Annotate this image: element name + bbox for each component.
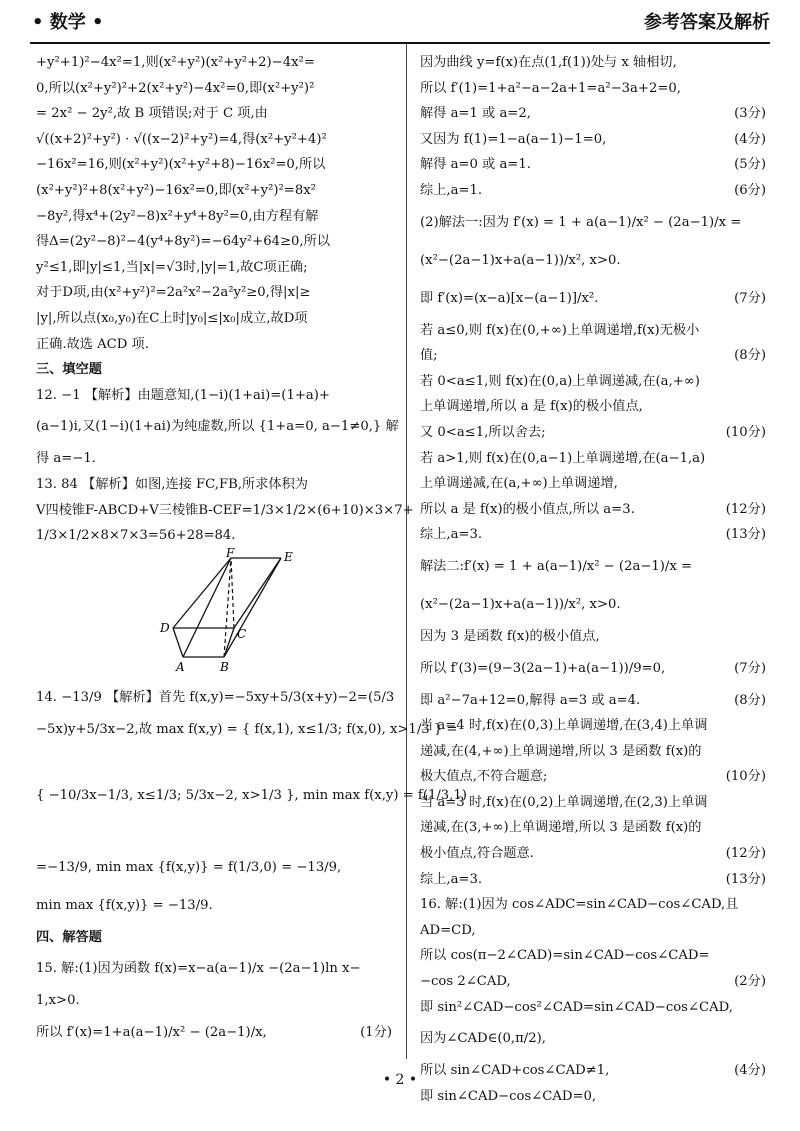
line-text: 15. 解:(1)因为函数 f(x)=x−a(a−1)/x −(2a−1)ln x− [36, 961, 361, 977]
line-text: 上单调递减,在(a,+∞)上单调递增, [420, 476, 618, 492]
text-line [36, 679, 395, 717]
score-mark: (1分) [360, 1024, 392, 1040]
line-text: +y²+1)²−4x²=1,则(x²+y²)(x²+y²+2)−4x²= [36, 55, 315, 70]
text-line [36, 255, 392, 281]
text-line [36, 717, 458, 783]
text-line [420, 918, 766, 944]
line-text: 若 a>1,则 f(x)在(0,a−1)上单调递增,在(a−1,a) [420, 450, 706, 466]
line-text: 值; [420, 348, 438, 364]
line-text: (2)解法一:因为 f′(x) = 1 + a(a−1)/x² − (2a−1)/x = [420, 214, 742, 230]
line-text: 1/3×1/2×8×7×3=56+28=84. [36, 528, 236, 544]
text-line [420, 280, 766, 318]
text-line [36, 280, 392, 306]
text-line [36, 204, 392, 230]
line-text: −cos 2∠CAD, [420, 974, 511, 990]
line-text: 三、填空题 [36, 362, 102, 378]
section-heading [36, 357, 392, 383]
score-mark: (10分) [725, 424, 766, 440]
text-line [36, 950, 392, 988]
subject-label: • 数学 • [32, 12, 104, 33]
line-text: 因为曲线 y=f(x)在点(1,f(1))处与 x 轴相切, [420, 55, 677, 70]
score-mark: (4分) [734, 1063, 766, 1079]
text-line [420, 497, 766, 523]
text-line [36, 101, 392, 127]
line-text: 上单调递增,所以 a 是 f(x)的极小值点, [420, 399, 643, 415]
line-text: √((x+2)²+y²) · √((x−2)²+y²)=4,得(x²+y²+4)² [36, 131, 327, 147]
label-E: E [284, 549, 293, 564]
line-text: 即 f′(x)=(x−a)[x−(a−1)]/x². [420, 290, 599, 306]
line-text: 解法二:f′(x) = 1 + a(a−1)/x² − (2a−1)/x = [420, 558, 693, 574]
line-text: (x²−(2a−1)x+a(a−1))/x², x>0. [420, 596, 621, 612]
line-text: 综上,a=3. [420, 527, 483, 543]
text-line [36, 1014, 392, 1052]
geometry-figure [36, 545, 392, 675]
line-text: 递减,在(3,+∞)上单调递增,所以 3 是函数 f(x)的 [420, 820, 702, 836]
line-text: 即 sin∠CAD−cos∠CAD=0, [420, 1088, 597, 1104]
score-mark: (10分) [725, 769, 766, 785]
score-mark: (5分) [734, 157, 766, 173]
line-text: AD=CD, [420, 922, 476, 938]
line-text: 又 0<a≤1,所以舍去; [420, 424, 546, 440]
text-line [420, 713, 766, 739]
text-line [420, 969, 766, 995]
text-line [420, 586, 766, 624]
text-line [420, 1020, 766, 1058]
score-mark: (12分) [725, 501, 766, 517]
text-line [420, 204, 766, 242]
line-text: 因为∠CAD∈(0,π/2), [420, 1031, 546, 1047]
text-line [36, 229, 392, 255]
edge-BF [224, 558, 231, 657]
text-line [36, 127, 392, 153]
score-mark: (6分) [734, 182, 766, 198]
text-line [420, 624, 766, 650]
line-text: 所以 sin∠CAD+cos∠CAD≠1, [420, 1063, 610, 1079]
text-line [36, 523, 392, 549]
text-line [36, 887, 392, 925]
line-text: = 2x² − 2y²,故 B 项错误;对于 C 项,由 [36, 106, 268, 122]
text-line [36, 50, 392, 76]
text-line [420, 318, 766, 344]
text-line [420, 943, 766, 969]
line-text: 又因为 f(1)=1−a(a−1)−1=0, [420, 131, 607, 147]
text-line [420, 650, 766, 688]
text-line [420, 76, 766, 102]
text-line [420, 101, 766, 127]
score-mark: (13分) [725, 527, 766, 543]
text-line [36, 783, 467, 849]
text-line [36, 408, 399, 446]
text-line [420, 178, 766, 204]
right-column [420, 50, 766, 1109]
line-text: 所以 cos(π−2∠CAD)=sin∠CAD−cos∠CAD= [420, 948, 710, 964]
line-text: 当 a=4 时,f(x)在(0,3)上单调递增,在(3,4)上单调 [420, 718, 708, 734]
line-text: 得Δ=(2y²−8)²−4(y⁴+8y²)=−64y²+64≥0,所以 [36, 234, 331, 250]
line-text: 所以 f′(x)=1+a(a−1)/x² − (2a−1)/x, [36, 1024, 267, 1040]
score-mark: (7分) [734, 290, 766, 306]
line-text: 即 a²−7a+12=0,解得 a=3 或 a=4. [420, 692, 641, 708]
line-text: 当 a=3 时,f(x)在(0,2)上单调递增,在(2,3)上单调 [420, 794, 708, 810]
text-line [36, 332, 392, 358]
label-B: B [220, 659, 229, 674]
line-text: 14. −13/9 【解析】首先 f(x,y)=−5xy+5/3(x+y)−2=(5/3 [36, 689, 395, 705]
header-rule [30, 42, 770, 44]
line-text: 若 a≤0,则 f(x)在(0,+∞)上单调递增,f(x)无极小 [420, 322, 700, 338]
edge-CE [234, 558, 281, 628]
text-line [420, 343, 766, 369]
text-line [420, 242, 766, 280]
text-line [420, 892, 766, 918]
line-text: 得 a=−1. [36, 451, 96, 467]
text-line [420, 127, 766, 153]
line-text: V四棱锥F-ABCD+V三棱锥B-CEF=1/3×1/2×(6+10)×3×7+ [36, 502, 414, 518]
line-text: 所以 f′(1)=1+a²−a−2a+1=a²−3a+2=0, [420, 80, 681, 96]
line-text: 极小值点,符合题意. [420, 846, 534, 862]
text-line [420, 369, 766, 395]
line-text: =−13/9, min max {f(x,y)} = f(1/3,0) = −13/9, [36, 859, 342, 875]
column-divider [406, 44, 407, 1059]
text-line [36, 472, 392, 498]
line-text: 综上,a=3. [420, 871, 483, 887]
line-text: (x²−(2a−1)x+a(a−1))/x², x>0. [420, 252, 621, 268]
line-text: −5x)y+5/3x−2,故 max f(x,y) = { f(x,1), x≤1/3; f(x,0), x>1/3 } = [36, 721, 458, 737]
page-number: • 2 • [382, 1072, 418, 1088]
prism-diagram [156, 545, 356, 675]
label-D: D [160, 620, 170, 635]
text-line [420, 815, 766, 841]
edge-DA [173, 628, 183, 657]
text-line [420, 548, 766, 586]
section-heading [36, 925, 392, 951]
line-text: y²≤1,即|y|≤1,当|x|=√3时,|y|=1,故C项正确; [36, 259, 308, 275]
line-text: 12. −1 【解析】由题意知,(1−i)(1+ai)=(1+a)+ [36, 387, 330, 403]
line-text: 13. 84 【解析】如图,连接 FC,FB,所求体积为 [36, 476, 308, 492]
line-text: |y|,所以点(x₀,y₀)在C上时|y₀|≤|x₀|成立,故D项 [36, 310, 308, 326]
line-text: 0,所以(x²+y²)²+2(x²+y²)−4x²=0,即(x²+y²)² [36, 80, 315, 96]
line-text: 1,x>0. [36, 993, 80, 1009]
line-text: 解得 a=1 或 a=2, [420, 106, 531, 122]
text-line [36, 383, 392, 409]
text-line [36, 988, 392, 1014]
line-text: 16. 解:(1)因为 cos∠ADC=sin∠CAD−cos∠CAD,且 [420, 897, 739, 913]
text-line [420, 50, 766, 76]
text-line [420, 471, 766, 497]
text-line [36, 76, 392, 102]
line-text: −8y²,得x⁴+(2y²−8)x²+y⁴+8y²=0,由方程有解 [36, 208, 319, 224]
line-text: 所以 a 是 f(x)的极小值点,所以 a=3. [420, 501, 635, 517]
text-line [420, 152, 766, 178]
line-text: 正确.故选 ACD 项. [36, 336, 149, 352]
answer-title: 参考答案及解析 [644, 12, 770, 33]
text-line [36, 849, 392, 887]
line-text: { −10/3x−1/3, x≤1/3; 5/3x−2, x>1/3 }, min max f(x,y) = f(1/3,1) [36, 787, 467, 803]
line-text: (x²+y²)²+8(x²+y²)−16x²=0,即(x²+y²)²=8x² [36, 182, 316, 198]
text-line [420, 790, 766, 816]
line-text: 极大值点,不符合题意; [420, 769, 548, 785]
text-line [420, 764, 766, 790]
line-text: (a−1)i,又(1−i)(1+ai)为纯虚数,所以 {1+a=0, a−1≠0,} 解 [36, 419, 399, 435]
text-line [420, 841, 766, 867]
text-line [36, 306, 392, 332]
score-mark: (4分) [734, 131, 766, 147]
text-line [420, 688, 766, 714]
text-line [420, 995, 766, 1021]
score-mark: (2分) [734, 974, 766, 990]
line-text: 因为 3 是函数 f(x)的极小值点, [420, 628, 600, 644]
line-text: 递减,在(4,+∞)上单调递增,所以 3 是函数 f(x)的 [420, 743, 702, 759]
text-line [420, 867, 766, 893]
label-F: F [226, 545, 235, 560]
line-text: 四、解答题 [36, 929, 102, 945]
score-mark: (13分) [725, 871, 766, 887]
line-text: 若 0<a≤1,则 f(x)在(0,a)上单调递减,在(a,+∞) [420, 373, 700, 389]
text-line [36, 498, 414, 524]
line-text: min max {f(x,y)} = −13/9. [36, 897, 213, 913]
text-line [420, 739, 766, 765]
line-text: −16x²=16,则(x²+y²)(x²+y²+8)−16x²=0,所以 [36, 157, 326, 173]
text-line [420, 394, 766, 420]
edge-BE [224, 558, 281, 657]
line-text: 即 sin²∠CAD−cos²∠CAD=sin∠CAD−cos∠CAD, [420, 999, 733, 1015]
line-text: 解得 a=0 或 a=1. [420, 157, 531, 173]
text-line [420, 420, 766, 446]
text-line [36, 446, 392, 472]
text-line [420, 522, 766, 548]
text-line [36, 178, 392, 204]
label-A: A [176, 659, 185, 674]
score-mark: (7分) [734, 660, 766, 676]
score-mark: (3分) [734, 106, 766, 122]
line-text: 所以 f′(3)=(9−3(2a−1)+a(a−1))/9=0, [420, 660, 666, 676]
text-line [36, 152, 392, 178]
label-C: C [237, 626, 247, 641]
score-mark: (12分) [725, 846, 766, 862]
line-text: 综上,a=1. [420, 182, 483, 198]
edge-CF [231, 558, 234, 628]
score-mark: (8分) [734, 692, 766, 708]
text-line [420, 446, 766, 472]
line-text: 对于D项,由(x²+y²)²=2a²x²−2a²y²≥0,得|x|≥ [36, 285, 311, 301]
score-mark: (8分) [734, 348, 766, 364]
